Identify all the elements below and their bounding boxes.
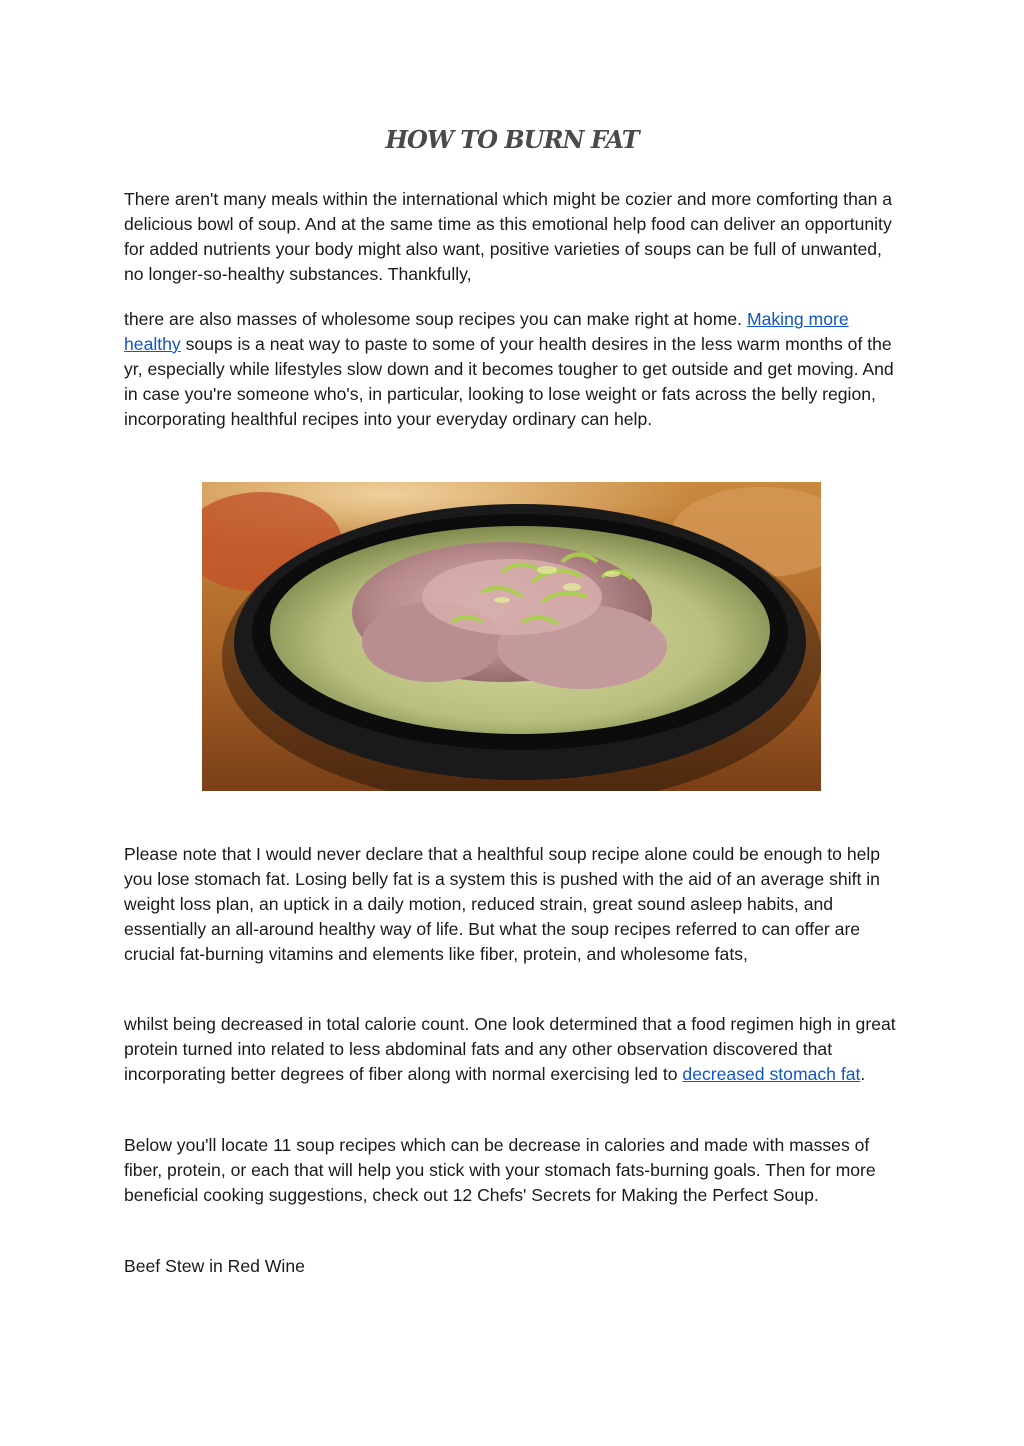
decreased-stomach-fat-link[interactable]: decreased stomach fat [682,1064,861,1084]
chicken-breast [422,559,602,635]
recipe-heading-beef-stew: Beef Stew in Red Wine [124,1256,305,1276]
making-more-healthy-link[interactable]: Making more healthy [124,309,849,354]
paragraph-study [124,1012,900,1087]
soup-bowl-illustration [202,482,821,791]
paragraph-below: Below you'll locate 11 soup recipes which can be decrease in calories and made with masses of fiber, protein, or each that will help you stick with your stomach fats-burning goals. Then for more beneficial cooking suggestions, check out 12 Chefs' Secrets for Making the Perfect Soup. [124,1135,876,1205]
paragraph-recipes [124,307,900,432]
paragraph-text: whilst being decreased in total calorie count. One look determined that a food regimen high in great protein turned into related to less abdominal fats and any other observation discovered that incorporating better degrees of fiber along with normal exercising led to [124,1014,896,1084]
paragraph-note: Please note that I would never declare that a healthful soup recipe alone could be enough to help you lose stomach fat. Losing belly fat is a system this is pushed with the aid of an average shift in weight loss plan, an uptick in a daily motion, reduced strain, great sound asleep habits, and essentially an all-around healthy way of life. But what the soup recipes referred to can offer are crucial fat-burning vitamins and elements like fiber, protein, and wholesome fats, [124,844,881,964]
paragraph-text: . [860,1064,866,1084]
paragraph-text: there are also masses of wholesome soup recipes you can make right at home. [124,309,747,329]
paragraph-intro: There aren't many meals within the international which might be cozier and more comforting than a delicious bowl of soup. And at the same time as this emotional help food can deliver an opportunity for added nutrients your body might also want, positive varieties of soups can be full of unwanted, no longer-so-healthy substances. Thankfully, [124,189,893,284]
paragraph-text: soups is a neat way to paste to some of your health desires in the less warm months of the yr, especially while lifestyles slow down and it becomes tougher to get outside and get moving. And in case you're someone who's, in particular, looking to lose weight or fats across the belly region, incorporating healthful recipes into your everyday ordinary can help. [124,334,894,429]
soup-bowl-photo [202,482,821,791]
page-title: HOW TO BURN FAT [385,125,639,154]
